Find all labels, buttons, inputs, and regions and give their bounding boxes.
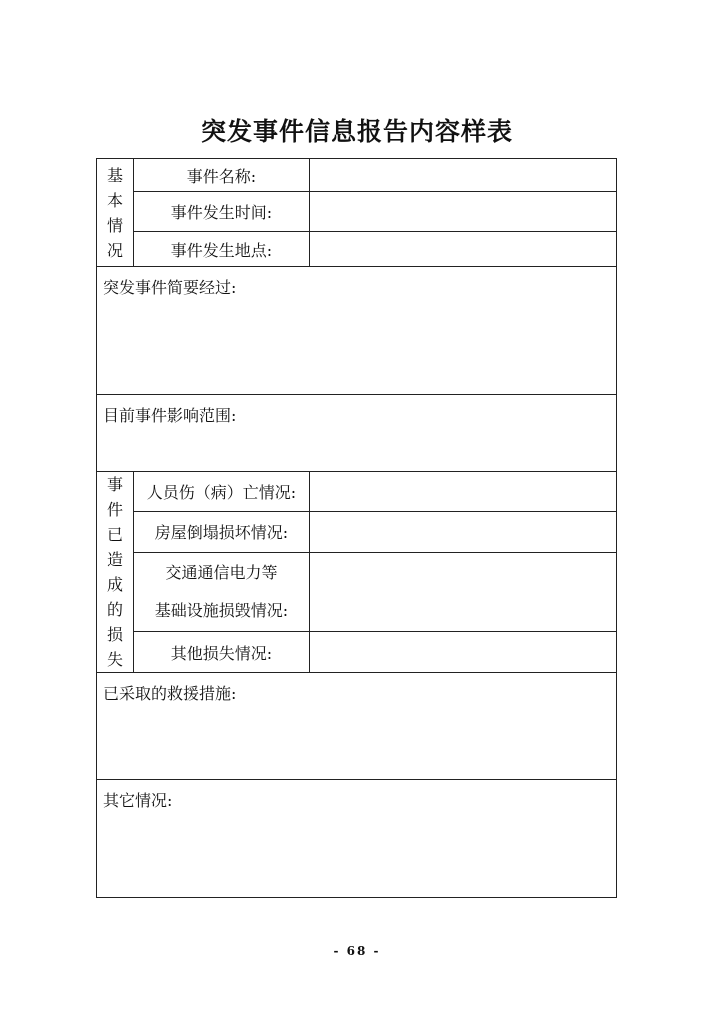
- scope-label: 目前事件影响范围:: [103, 406, 237, 425]
- page-number: - 68 -: [333, 944, 381, 958]
- infrastructure-damage-label: 交通通信电力等 基础设施损毁情况:: [134, 552, 310, 632]
- report-form-table: [96, 158, 617, 898]
- other-field[interactable]: [97, 780, 617, 898]
- other-losses-label: 其他损失情况:: [134, 632, 310, 673]
- event-time-field[interactable]: [310, 192, 617, 232]
- basic-info-side-label: 基 本 情 况: [97, 159, 134, 267]
- event-location-field[interactable]: [310, 232, 617, 267]
- other-label: 其它情况:: [103, 791, 173, 810]
- rescue-field[interactable]: [97, 673, 617, 780]
- summary-label: 突发事件简要经过:: [103, 278, 237, 297]
- infrastructure-damage-field[interactable]: [310, 552, 617, 632]
- event-location-label: 事件发生地点:: [134, 232, 310, 267]
- other-losses-field[interactable]: [310, 632, 617, 673]
- losses-side-label: 事 件 已 造 成 的 损 失: [97, 472, 134, 673]
- event-time-label: 事件发生时间:: [134, 192, 310, 232]
- scope-field[interactable]: [97, 395, 617, 472]
- building-damage-field[interactable]: [310, 511, 617, 552]
- casualties-field[interactable]: [310, 472, 617, 512]
- event-name-label: 事件名称:: [134, 159, 310, 192]
- summary-field[interactable]: [97, 267, 617, 395]
- document-title: 突发事件信息报告内容样表: [200, 117, 513, 146]
- event-name-field[interactable]: [310, 159, 617, 192]
- building-damage-label: 房屋倒塌损坏情况:: [134, 511, 310, 552]
- casualties-label: 人员伤（病）亡情况:: [134, 472, 310, 512]
- rescue-label: 已采取的救援措施:: [103, 684, 237, 703]
